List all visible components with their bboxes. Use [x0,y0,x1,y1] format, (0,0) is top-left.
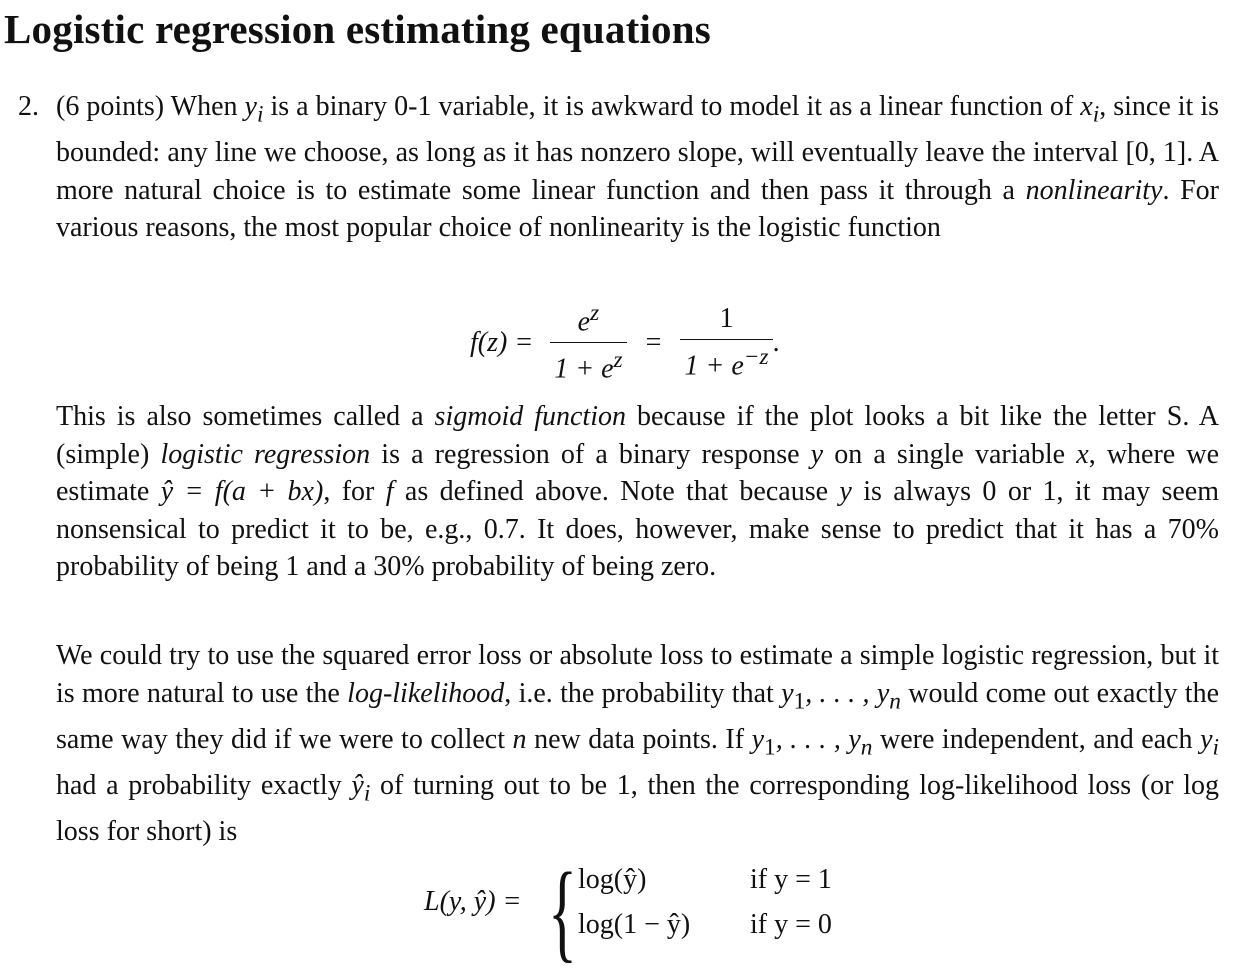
problem-number: 2. [18,91,39,122]
paragraph-log-likelihood: We could try to use the squared error loss or absolute loss to estimate a simple logistic regression, but it is more natural to use the log-likelihood, i.e. the probability that $y_1$, . . . , $y_n$ would come out exactly the same way they did if we were to collect n new data points. If $y_1$, . . . , $y_n$ were independent, and each $y_i$ had a probability exactly $ŷ_i$ of turning out to be 1, then the corresponding log-likelihood loss (or log loss for short) is [56,640,1220,847]
left-brace: { [548,850,578,972]
case-1-expression: log(ŷ) [578,864,647,895]
section-title: Logistic regression estimating equations [4,6,711,52]
case-2-expression: log(1 − ŷ) [578,909,691,940]
case-1-condition: if y = 1 [750,864,832,895]
logistic-function-equation: f(z) = $\frac{e^z}{1 + e^z}$ = $\frac{1}{1 + e^{-z}}$ . [470,300,780,385]
case-2-condition: if y = 0 [750,909,832,940]
emphasis-nonlinearity: nonlinearity [1025,174,1163,206]
paragraph-intro: (6 points) When $y_i$ is a binary 0-1 variable, it is awkward to model it as a linear function of $x_i$, since it is bounded: any line we choose, as long as it has nonzero slope, will eventually leave the interval [0, 1]. A more natural choice is to estimate some linear function and then pass it through a nonlinearity. For various reasons, the most popular choice of nonlinearity is the logistic function [56,91,1220,244]
paragraph-sigmoid: This is also sometimes called a sigmoid function because if the plot looks a bit like the letter S. A (simple) logistic regression is a regression of a binary response y on a single variable x, where we estimate ŷ = f(a + bx), for f as defined above. Note that because y is always 0 or 1, it may seem nonsensical to predict it to be, e.g., 0.7. It does, however, make sense to predict that it has a 70% probability of being 1 and a 30% probability of being zero. [56,401,1219,582]
